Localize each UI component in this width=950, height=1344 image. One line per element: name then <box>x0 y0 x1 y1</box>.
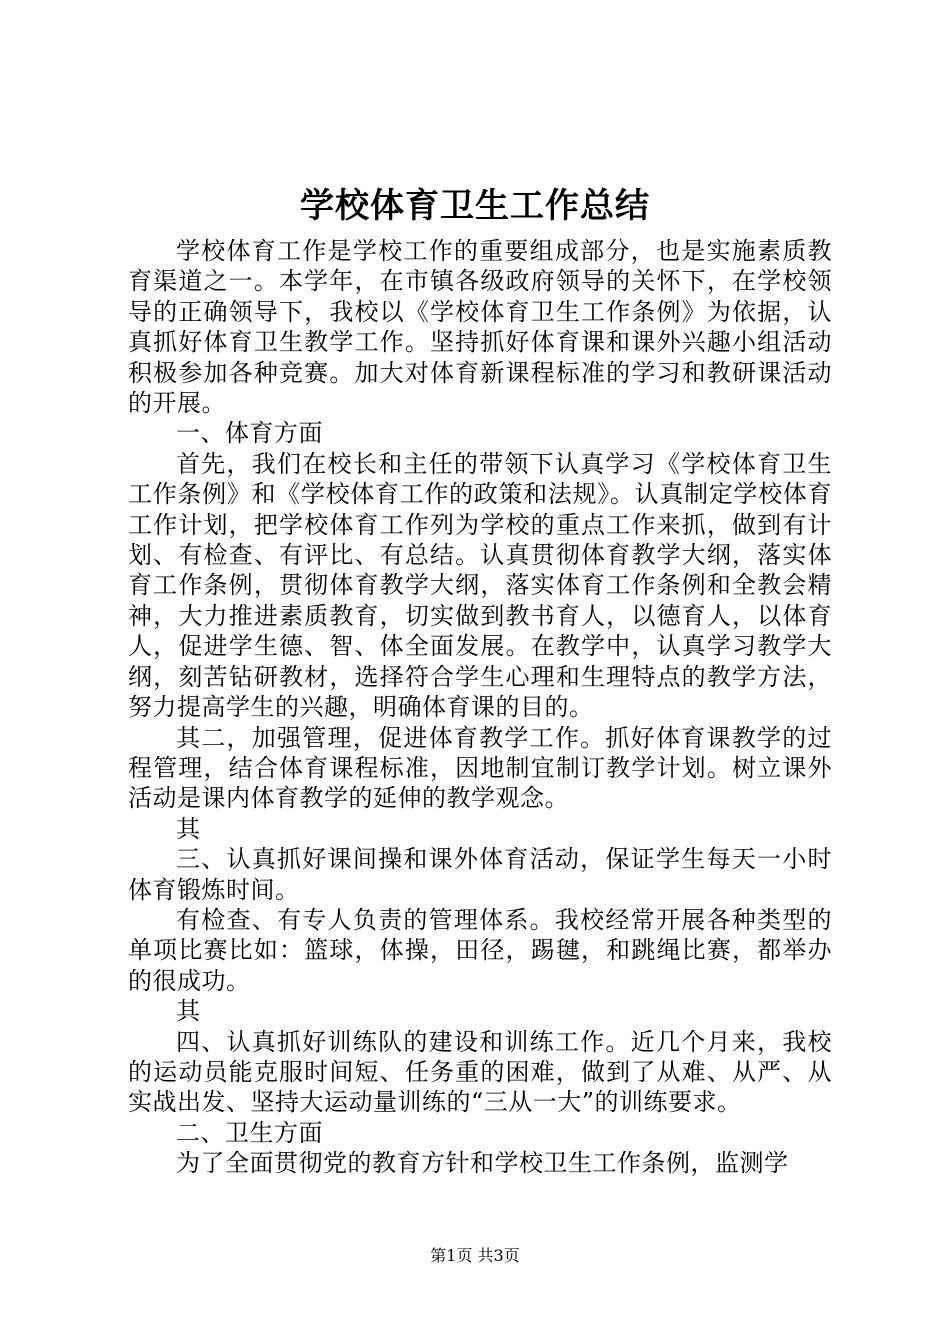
section-heading-sports: 一、体育方面 <box>176 419 323 448</box>
paragraph-sports-second: 其二，加强管理，促进体育教学工作。抓好体育课教学的过程管理，结合体育课程标准，因地制宜制订教学计划。树立课外活动是课内体育教学的延伸的教学观念。 <box>128 723 832 813</box>
paragraph-sports-first: 首先，我们在校长和主任的带领下认真学习《学校体育卫生工作条例》和《学校体育工作的政策和法规》。认真制定学校体育工作计划，把学校体育工作列为学校的重点工作来抓，做到有计划、有检查、有评比、有总结。认真贯彻体育教学大纲，落实体育工作条例，贯彻体育教学大纲，落实体育工作条例和全教会精神，大力推进素质教育，切实做到教书育人，以德育人，以体育人，促进学生德、智、体全面发展。在教学中，认真学习教学大纲，刻苦钻研教材，选择符合学生心理和生理特点的教学方法，努力提高学生的兴趣，明确体育课的目的。 <box>128 449 832 722</box>
page-number-footer: 第1页 共3页 <box>430 1246 520 1265</box>
section-heading-hygiene: 二、卫生方面 <box>176 1118 323 1147</box>
paragraph-hygiene: 为了全面贯彻党的教育方针和学校卫生工作条例，监测学 <box>176 1149 789 1178</box>
paragraph-sports-fourth: 四、认真抓好训练队的建设和训练工作。近几个月来，我校的运动员能克服时间短、任务重的困难，做到了从难、从严、从实战出发、坚持大运动量训练的“三从一大”的训练要求。 <box>128 1027 832 1117</box>
paragraph-management: 有检查、有专人负责的管理体系。我校经常开展各种类型的单项比赛比如：篮球，体操，田径，踢毽，和跳绳比赛，都举办的很成功。 <box>128 905 832 995</box>
paragraph-fragment: 其 <box>176 997 201 1026</box>
paragraph-fragment: 其 <box>176 814 201 843</box>
document-body <box>128 236 832 1179</box>
document-title: 学校体育卫生工作总结 <box>300 186 650 226</box>
paragraph-intro: 学校体育工作是学校工作的重要组成部分，也是实施素质教育渠道之一。本学年，在市镇各级政府领导的关怀下，在学校领导的正确领导下，我校以《学校体育卫生工作条例》为依据，认真抓好体育卫生教学工作。坚持抓好体育课和课外兴趣小组活动积极参加各种竞赛。加大对体育新课程标准的学习和教研课活动的开展。 <box>128 237 832 418</box>
paragraph-sports-third: 三、认真抓好课间操和课外体育活动，保证学生每天一小时体育锻炼时间。 <box>128 845 832 904</box>
